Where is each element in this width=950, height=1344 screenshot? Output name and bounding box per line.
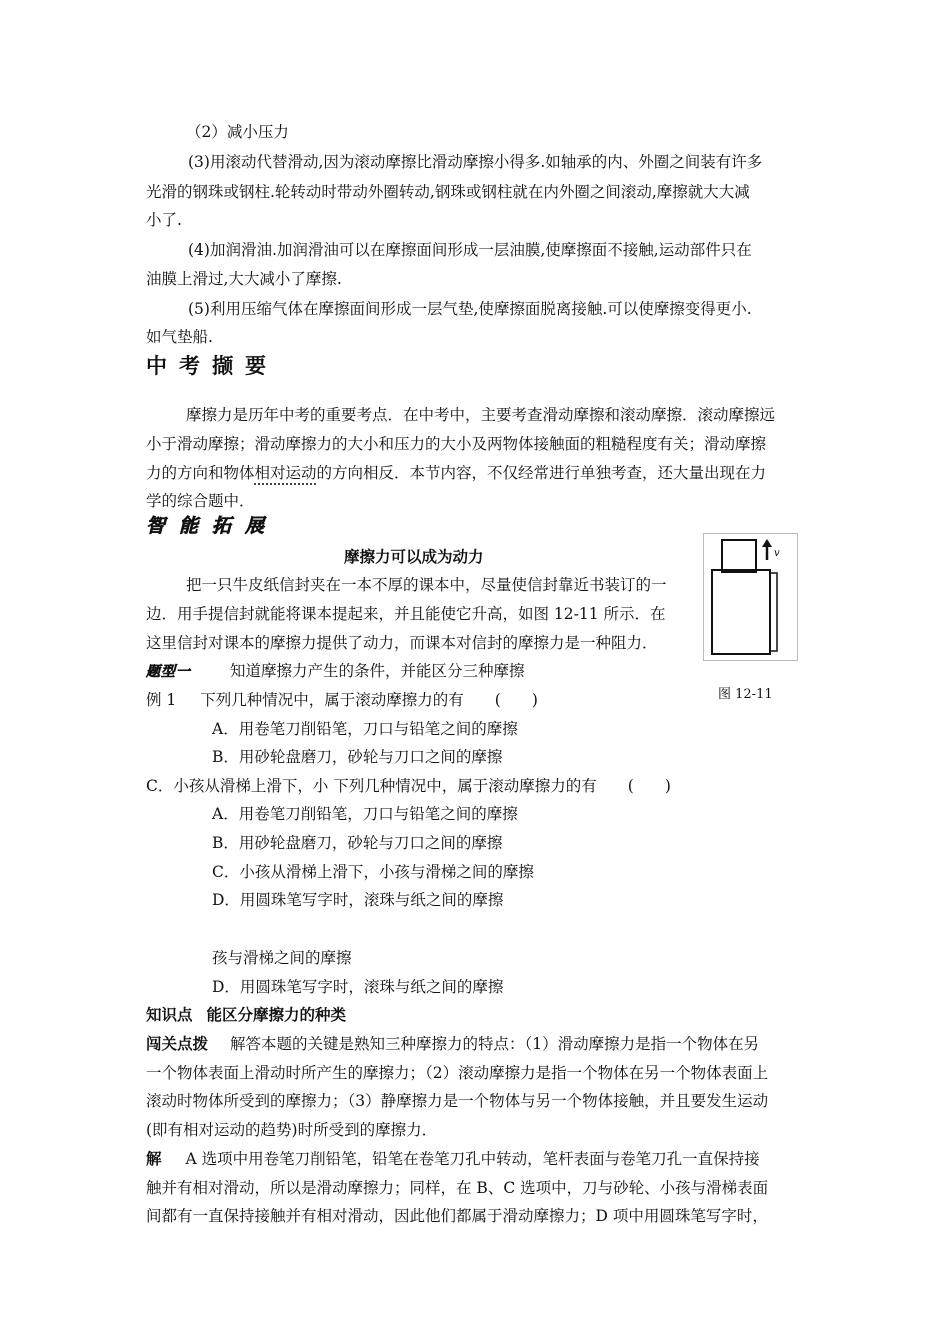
option-a: A．用卷笔刀削铅笔，刀口与铅笔之间的摩擦 (212, 720, 518, 738)
text-line: (4)加润滑油.加润滑油可以在摩擦面间形成一层油膜,使摩擦面不接触,运动部件只在 (188, 241, 752, 259)
article-title: 摩擦力可以成为动力 (344, 548, 484, 566)
option-a: A．用卷笔刀削铅笔，刀口与铅笔之间的摩擦 (212, 805, 518, 823)
option-b: B．用砂轮盘磨刀，砂轮与刀口之间的摩擦 (212, 834, 503, 852)
option-d: D．用圆珠笔写字时，滚珠与纸之间的摩擦 (212, 891, 504, 909)
text-line: 这里信封对课本的摩擦力提供了动力，而课本对信封的摩擦力是一种阻力． (146, 634, 658, 652)
example-text: 下列几种情况中，属于滚动摩擦力的有 ( ) (200, 691, 538, 709)
text-line: 光滑的钢珠或钢柱.轮转动时带动外圈转动,钢珠或钢柱就在内外圈之间滚动,摩擦就大大减 (146, 183, 750, 201)
figure-caption: 图 12-11 (718, 687, 773, 702)
text-line: 孩与滑梯之间的摩擦 (212, 949, 352, 967)
option-b: B．用砂轮盘磨刀，砂轮与刀口之间的摩擦 (212, 748, 503, 766)
knowledge-point-text: 能区分摩擦力的种类 (206, 1006, 347, 1024)
book-envelope-diagram (704, 534, 797, 660)
section-heading-zhongkao: 中考撷要 (146, 354, 278, 378)
solution-label: 解 (146, 1150, 162, 1168)
text-line: (5)利用压缩气体在摩擦面间形成一层气垫,使摩擦面脱离接触.可以使摩擦变得更小. (188, 300, 752, 318)
text-line: 把一只牛皮纸信封夹在一本不厚的课本中，尽量使信封靠近书装订的一 (186, 576, 667, 594)
text-line: 摩擦力是历年中考的重要考点．在中考中，主要考查滑动摩擦和滚动摩擦．滚动摩擦远 (186, 406, 776, 424)
text-span: 的方向相反．本节内容，不仅经常进行单独考查，还大量出现在力 (316, 464, 767, 482)
text-line: （2）减小压力 (186, 123, 289, 141)
text-line: (3)用滚动代替滑动,因为滚动摩擦比滑动摩擦小得多.如轴承的内、外圈之间装有许多 (188, 153, 763, 171)
text-line: 触并有相对滑动，所以是滑动摩擦力；同样，在 B、C 选项中，刀与砂轮、小孩与滑梯表面 (146, 1179, 769, 1197)
option-d: D．用圆珠笔写字时，滚珠与纸之间的摩擦 (212, 978, 504, 996)
text-line: 学的综合题中． (146, 492, 255, 510)
example-label: 例 1 (146, 691, 177, 709)
text-line: 如气垫船. (146, 328, 213, 346)
option-c-line: C．小孩从滑梯上滑下，小 下列几种情况中，属于滚动摩擦力的有 ( ) (146, 777, 671, 795)
option-c: C．小孩从滑梯上滑下，小孩与滑梯之间的摩擦 (212, 863, 534, 881)
hint-text: 解答本题的关键是熟知三种摩擦力的特点：（1）滑动摩擦力是指一个物体在另 (230, 1035, 760, 1053)
text-line: 间都有一直保持接触并有相对滑动，因此他们都属于滑动摩擦力；D 项中用圆珠笔写字时， (146, 1207, 768, 1225)
hint-line (146, 1033, 759, 1055)
text-line: (即有相对运动的趋势)时所受到的摩擦力． (146, 1121, 438, 1139)
question-type-text: 知道摩擦力产生的条件，并能区分三种摩擦 (230, 662, 525, 680)
example-line (146, 689, 538, 711)
question-type-tag: 题型一 (146, 664, 191, 680)
solution-line (146, 1148, 760, 1170)
velocity-label: v (774, 548, 780, 559)
text-line: 小于滑动摩擦；滑动摩擦力的大小和压力的大小及两物体接触面的粗糙程度有关；滑动摩擦 (146, 435, 767, 453)
solution-text: A 选项中用卷笔刀削铅笔，铅笔在卷笔刀孔中转动，笔杆表面与卷笔刀孔一直保持接 (185, 1150, 760, 1168)
text-span: 力的方向和物体 (146, 464, 255, 482)
text-line: 小了. (146, 211, 182, 229)
text-line: 边．用手提信封就能将课本提起来，并且能使它升高，如图 12-11 所示．在 (146, 605, 666, 623)
text-line: 一个物体表面上滑动时所产生的摩擦力；（2）滚动摩擦力是指一个物体在另一个物体表面上 (146, 1064, 769, 1082)
figure-12-11 (703, 533, 798, 661)
text-line (146, 462, 766, 484)
text-line: 滚动时物体所受到的摩擦力；（3）静摩擦力是一个物体与另一个物体接触，并且要发生运动 (146, 1092, 769, 1110)
knowledge-point-label: 知识点 (146, 1006, 193, 1024)
emphasis-text: 相对运动 (254, 464, 317, 482)
text-line: 油膜上滑过,大大减小了摩擦. (146, 270, 342, 288)
hint-label: 闯关点拨 (146, 1035, 209, 1053)
section-heading-zhineng: 智能拓展 (146, 515, 279, 537)
knowledge-point-line (146, 1004, 346, 1026)
